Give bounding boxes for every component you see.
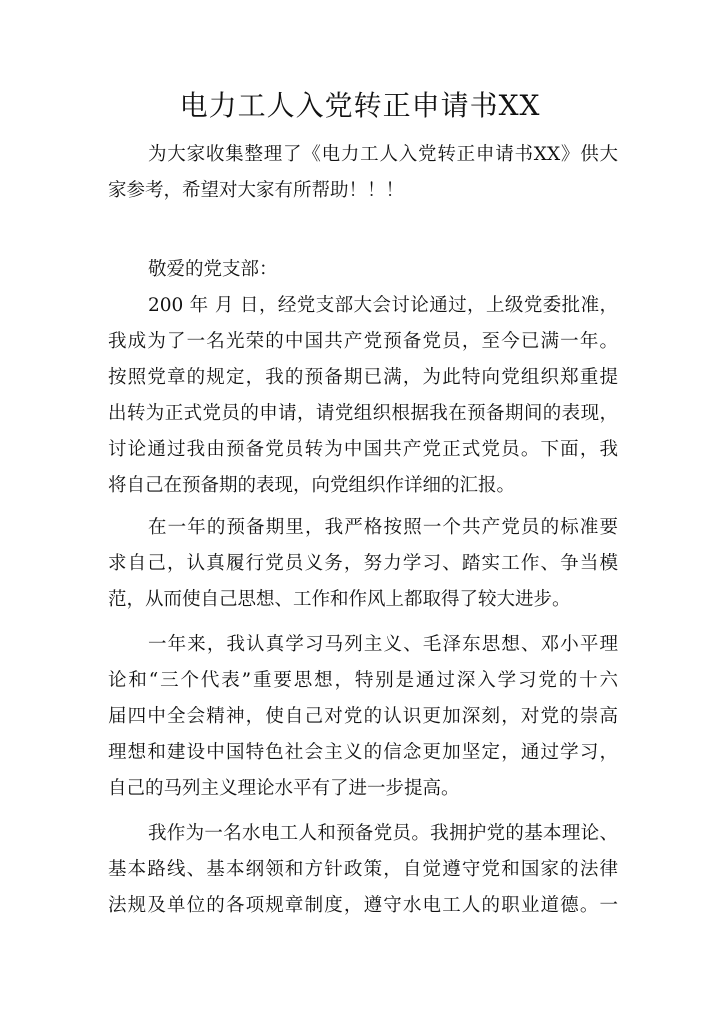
text-line: 基本路线、基本纲领和方针政策，自觉遵守党和国家的法律 <box>108 859 618 880</box>
text-line: 届四中全会精神，使自己对党的认识更加深刻，对党的崇高 <box>108 706 618 727</box>
document-title: 电力工人入党转正申请书XX <box>179 89 541 122</box>
paragraph-2 <box>108 510 618 618</box>
text-line: 讨论通过我由预备党员转为中国共产党正式党员。下面，我 <box>108 439 618 460</box>
text-line: 法规及单位的各项规章制度，遵守水电工人的职业道德。一 <box>108 895 618 916</box>
text-line: 为大家收集整理了《电力工人入党转正申请书XX》供大 <box>148 144 618 165</box>
text-line: 一年来，我认真学习马列主义、毛泽东思想、邓小平理 <box>148 634 618 655</box>
text-line: 范，从而使自己思想、工作和作风上都取得了较大进步。 <box>108 589 571 610</box>
text-line: 自己的马列主义理论水平有了进一步提高。 <box>108 778 460 799</box>
text-line: 我成为了一名光荣的中国共产党预备党员，至今已满一年。 <box>108 331 618 352</box>
text-line: 出转为正式党员的申请，请党组织根据我在预备期间的表现， <box>108 403 618 424</box>
text-line: 按照党章的规定，我的预备期已满，为此特向党组织郑重提 <box>108 367 618 388</box>
text-line: 求自己，认真履行党员义务，努力学习、踏实工作、争当模 <box>108 553 618 574</box>
paragraph-1 <box>108 288 618 504</box>
text-line: 200 年 月 日，经党支部大会讨论通过，上级党委批准， <box>148 295 618 316</box>
paragraph-3 <box>108 627 618 807</box>
intro-paragraph <box>108 137 618 209</box>
salutation <box>108 252 618 288</box>
text-line: 家参考，希望对大家有所帮助！！！ <box>108 180 405 201</box>
text-line: 在一年的预备期里，我严格按照一个共产党员的标准要 <box>148 517 618 538</box>
paragraph-4 <box>108 816 618 924</box>
salutation-line: 敬爱的党支部： <box>148 259 278 280</box>
text-line: 将自己在预备期的表现，向党组织作详细的汇报。 <box>108 475 516 496</box>
text-line: 理想和建设中国特色社会主义的信念更加坚定，通过学习， <box>108 742 618 763</box>
text-line: 论和“三个代表”重要思想，特别是通过深入学习党的十六 <box>108 670 618 691</box>
text-line: 我作为一名水电工人和预备党员。我拥护党的基本理论、 <box>148 823 618 844</box>
